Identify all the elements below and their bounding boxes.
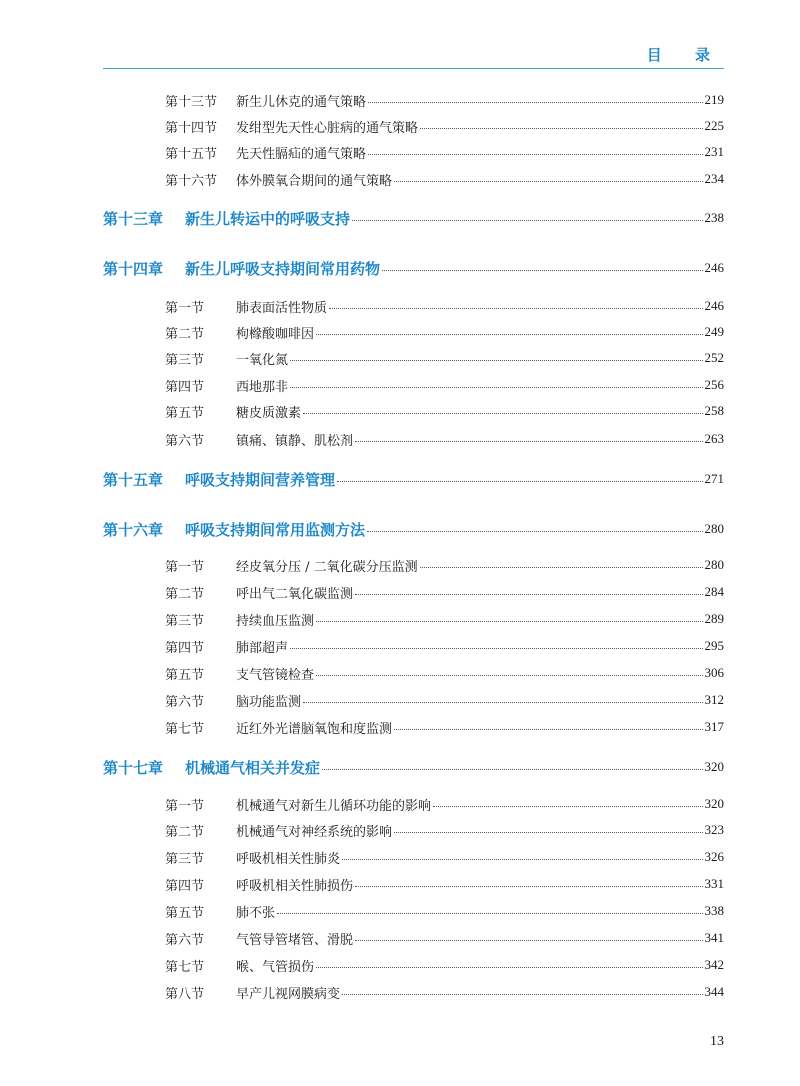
toc-entry-title: 新生儿转运中的呼吸支持 (185, 209, 351, 228)
toc-entry-title: 气管导管堵管、滑脱 (236, 932, 354, 948)
toc-entry-title: 早产儿视网膜病变 (236, 986, 341, 1002)
toc-section-entry[interactable] (165, 846, 724, 868)
dot-leader (303, 412, 702, 414)
toc-entry-number: 第六节 (165, 433, 205, 449)
toc-section-entry[interactable] (165, 608, 724, 630)
toc-entry-title: 机械通气相关并发症 (185, 758, 321, 777)
toc-entry-number: 第十七章 (103, 758, 164, 777)
toc-entry-title: 新生儿呼吸支持期间常用药物 (185, 259, 381, 278)
toc-entry-number: 第一节 (165, 559, 205, 575)
toc-entry-title: 喉、气管损伤 (236, 959, 315, 975)
toc-entry-number: 第二节 (165, 586, 205, 602)
toc-entry-title: 支气管镜检查 (236, 667, 315, 683)
dot-leader (394, 831, 702, 833)
toc-entry-title: 经皮氧分压 / 二氧化碳分压监测 (236, 559, 418, 575)
toc-section-entry[interactable] (165, 716, 724, 738)
toc-entry-page: 219 (704, 92, 724, 107)
toc-entry-number: 第十四章 (103, 259, 164, 278)
dot-leader (433, 805, 702, 807)
toc-section-entry[interactable] (165, 873, 724, 895)
toc-section-entry[interactable] (165, 89, 724, 111)
dot-leader (368, 153, 702, 155)
toc-chapter-entry[interactable] (103, 257, 724, 279)
toc-entry-title: 一氧化氮 (236, 352, 289, 368)
toc-section-entry[interactable] (165, 400, 724, 422)
toc-entry-page: 231 (704, 144, 724, 159)
toc-section-entry[interactable] (165, 954, 724, 976)
toc-entry-page: 323 (704, 822, 724, 837)
toc-entry-page: 320 (704, 759, 724, 774)
toc-entry-page: 263 (704, 431, 724, 446)
page-number: 13 (710, 1034, 724, 1049)
toc-entry-page: 271 (704, 471, 724, 486)
toc-section-entry[interactable] (165, 554, 724, 576)
toc-entry-title: 体外膜氧合期间的通气策略 (236, 173, 393, 189)
toc-entry-number: 第五节 (165, 667, 205, 683)
toc-section-entry[interactable] (165, 635, 724, 657)
toc-entry-number: 第四节 (165, 640, 205, 656)
toc-entry-title: 近红外光谱脑氧饱和度监测 (236, 721, 393, 737)
toc-entry-page: 317 (704, 719, 724, 734)
dot-leader (355, 440, 702, 442)
toc-entry-number: 第二节 (165, 326, 205, 342)
toc-chapter-entry[interactable] (103, 518, 724, 540)
toc-entry-page: 234 (704, 171, 724, 186)
toc-section-entry[interactable] (165, 347, 724, 369)
toc-section-entry[interactable] (165, 793, 724, 815)
toc-entry-page: 225 (704, 118, 724, 133)
dot-leader (367, 530, 702, 532)
toc-section-entry[interactable] (165, 374, 724, 396)
toc-entry-title: 呼吸机相关性肺损伤 (236, 878, 354, 894)
toc-section-entry[interactable] (165, 689, 724, 711)
toc-section-entry[interactable] (165, 321, 724, 343)
toc-entry-number: 第一节 (165, 798, 205, 814)
toc-entry-number: 第七节 (165, 721, 205, 737)
toc-entry-title: 肺部超声 (236, 640, 289, 656)
toc-section-entry[interactable] (165, 295, 724, 317)
dot-leader (316, 333, 702, 335)
toc-entry-number: 第四节 (165, 878, 205, 894)
toc-entry-number: 第七节 (165, 959, 205, 975)
toc-entry-title: 呼吸机相关性肺炎 (236, 851, 341, 867)
toc-entry-title: 呼出气二氧化碳监测 (236, 586, 354, 602)
toc-entry-number: 第二节 (165, 824, 205, 840)
dot-leader (316, 966, 702, 968)
toc-chapter-entry[interactable] (103, 207, 724, 229)
toc-section-entry[interactable] (165, 819, 724, 841)
toc-entry-title: 西地那非 (236, 379, 289, 395)
dot-leader (382, 269, 702, 271)
toc-entry-page: 252 (704, 350, 724, 365)
toc-entry-title: 新生儿休克的通气策略 (236, 94, 367, 110)
toc-entry-page: 338 (704, 903, 724, 918)
toc-entry-title: 呼吸支持期间常用监测方法 (185, 520, 366, 539)
dot-leader (342, 858, 702, 860)
toc-section-entry[interactable] (165, 141, 724, 163)
toc-entry-number: 第十六节 (165, 173, 218, 189)
toc-entry-number: 第三节 (165, 851, 205, 867)
toc-entry-title: 肺不张 (236, 905, 276, 921)
toc-section-entry[interactable] (165, 981, 724, 1003)
toc-entry-number: 第十五章 (103, 470, 164, 489)
toc-section-entry[interactable] (165, 581, 724, 603)
toc-entry-page: 249 (704, 324, 724, 339)
toc-entry-title: 机械通气对新生儿循环功能的影响 (236, 798, 432, 814)
toc-entry-title: 发绀型先天性心脏病的通气策略 (236, 120, 419, 136)
dot-leader (290, 386, 702, 388)
toc-chapter-entry[interactable] (103, 468, 724, 490)
toc-entry-number: 第十五节 (165, 146, 218, 162)
toc-entry-title: 持续血压监测 (236, 613, 315, 629)
toc-entry-page: 320 (704, 796, 724, 811)
toc-entry-number: 第三节 (165, 352, 205, 368)
dot-leader (368, 101, 702, 103)
dot-leader (316, 620, 702, 622)
dot-leader (352, 219, 702, 221)
toc-entry-page: 326 (704, 849, 724, 864)
dot-leader (303, 701, 702, 703)
toc-entry-page: 258 (704, 403, 724, 418)
dot-leader (290, 647, 702, 649)
header-title: 目 录 (646, 46, 724, 64)
toc-section-entry[interactable] (165, 900, 724, 922)
toc-entry-title: 枸橼酸咖啡因 (236, 326, 315, 342)
toc-entry-number: 第十三节 (165, 94, 218, 110)
toc-entry-page: 280 (704, 557, 724, 572)
dot-leader (277, 912, 702, 914)
toc-entry-number: 第十三章 (103, 209, 164, 228)
toc-entry-page: 280 (704, 521, 724, 536)
toc-chapter-entry[interactable] (103, 756, 724, 778)
toc-entry-page: 312 (704, 692, 724, 707)
dot-leader (420, 566, 703, 568)
dot-leader (355, 885, 702, 887)
toc-section-entry[interactable] (165, 115, 724, 137)
toc-entry-page: 284 (704, 584, 724, 599)
dot-leader (329, 307, 702, 309)
toc-entry-title: 先天性膈疝的通气策略 (236, 146, 367, 162)
dot-leader (316, 674, 702, 676)
dot-leader (355, 593, 702, 595)
toc-entry-page: 238 (704, 210, 724, 225)
toc-section-entry[interactable] (165, 168, 724, 190)
dot-leader (337, 480, 702, 482)
toc-entry-number: 第十四节 (165, 120, 218, 136)
toc-entry-page: 344 (704, 984, 724, 999)
dot-leader (394, 728, 702, 730)
dot-leader (322, 768, 702, 770)
toc-entry-page: 341 (704, 930, 724, 945)
dot-leader (290, 359, 702, 361)
toc-entry-title: 脑功能监测 (236, 694, 302, 710)
toc-entry-number: 第六节 (165, 694, 205, 710)
toc-entry-page: 246 (704, 298, 724, 313)
dot-leader (355, 939, 702, 941)
toc-entry-page: 331 (704, 876, 724, 891)
toc-entry-title: 机械通气对神经系统的影响 (236, 824, 393, 840)
dot-leader (420, 127, 702, 129)
toc-entry-number: 第八节 (165, 986, 205, 1002)
toc-entry-number: 第一节 (165, 300, 205, 316)
toc-entry-page: 256 (704, 377, 724, 392)
toc-entry-page: 289 (704, 611, 724, 626)
toc-entry-number: 第五节 (165, 905, 205, 921)
toc-entry-number: 第十六章 (103, 520, 164, 539)
toc-entry-title: 糖皮质激素 (236, 405, 302, 421)
toc-entry-page: 306 (704, 665, 724, 680)
toc-entry-page: 295 (704, 638, 724, 653)
dot-leader (342, 993, 702, 995)
toc-entry-number: 第三节 (165, 613, 205, 629)
dot-leader (394, 180, 702, 182)
toc-section-entry[interactable] (165, 927, 724, 949)
toc-entry-title: 镇痛、镇静、肌松剂 (236, 433, 354, 449)
toc-entry-number: 第五节 (165, 405, 205, 421)
toc-section-entry[interactable] (165, 662, 724, 684)
toc-entry-title: 肺表面活性物质 (236, 300, 328, 316)
toc-entry-number: 第四节 (165, 379, 205, 395)
toc-section-entry[interactable] (165, 428, 724, 450)
toc-entry-title: 呼吸支持期间营养管理 (185, 470, 336, 489)
toc-entry-number: 第六节 (165, 932, 205, 948)
toc-entry-page: 342 (704, 957, 724, 972)
toc-entry-page: 246 (704, 260, 724, 275)
